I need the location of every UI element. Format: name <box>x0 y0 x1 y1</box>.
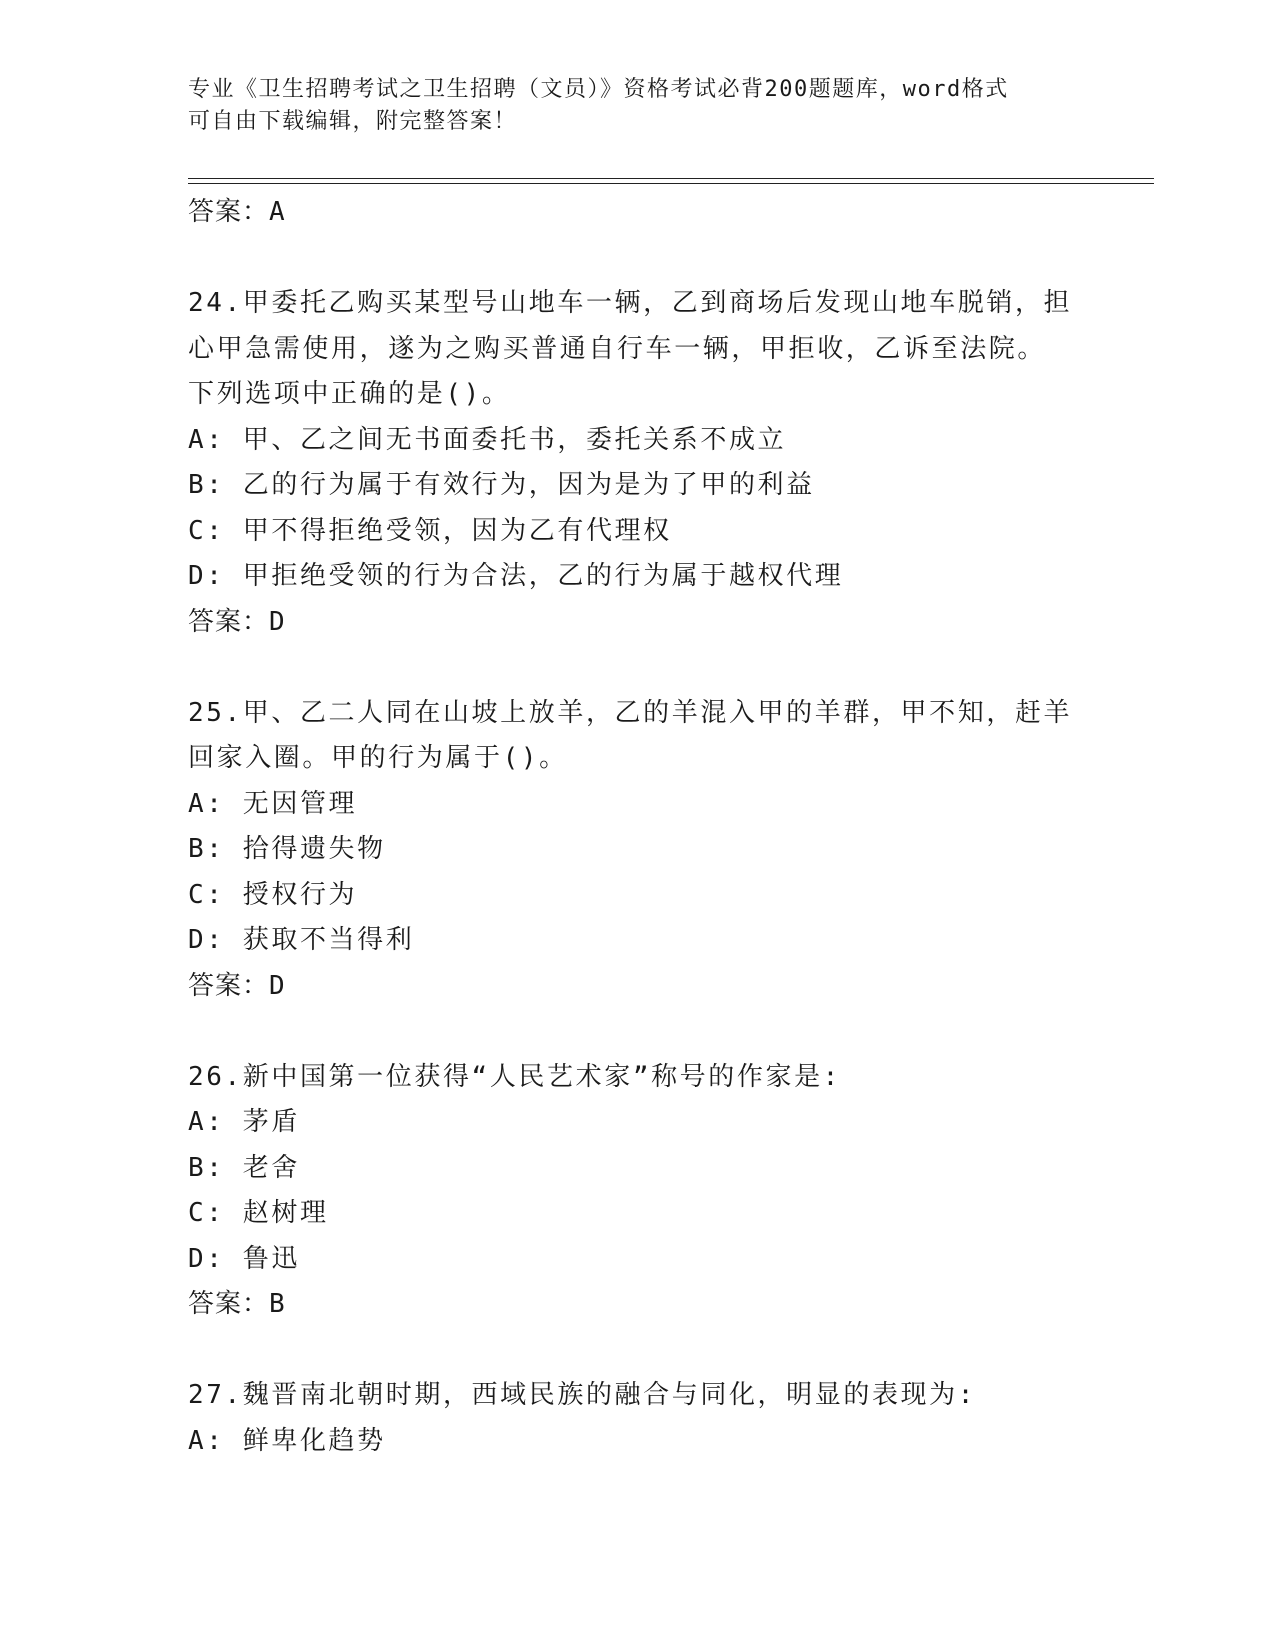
question-block <box>188 1373 1148 1464</box>
option-c: C: 甲不得拒绝受领，因为乙有代理权 <box>188 515 672 546</box>
answer-label: 答案： <box>188 606 270 637</box>
answer-label: 答案： <box>188 1289 270 1319</box>
spacer <box>188 645 1148 691</box>
question-text-line: 下列选项中正确的是()。 <box>188 379 511 409</box>
option-c: C: 授权行为 <box>188 879 358 910</box>
question-text-line: 26.新中国第一位获得“人民艺术家”称号的作家是: <box>188 1061 841 1092</box>
option-a: A: 甲、乙之间无书面委托书，委托关系不成立 <box>188 424 787 455</box>
option-b: B: 拾得遗失物 <box>188 834 386 864</box>
header-divider-bottom <box>188 183 1154 184</box>
question-text-line: 25.甲、乙二人同在山坡上放羊，乙的羊混入甲的羊群，甲不知，赶羊 <box>188 697 1073 728</box>
document-header <box>188 74 1088 138</box>
question-list <box>188 190 1148 1464</box>
answer-line <box>188 1282 1148 1328</box>
option-a: A: 鲜卑化趋势 <box>188 1425 386 1456</box>
answer-label: 答案： <box>188 970 270 1001</box>
spacer <box>188 1009 1148 1055</box>
option-d: D: 获取不当得利 <box>188 925 415 955</box>
answer-line <box>188 190 1148 236</box>
header-line-2: 可自由下载编辑，附完整答案！ <box>188 109 518 134</box>
header-divider-top <box>188 178 1154 179</box>
option-d: D: 鲁迅 <box>188 1243 300 1274</box>
answer-value: D <box>269 606 286 637</box>
answer-value: A <box>269 197 286 227</box>
header-line-1: 专业《卫生招聘考试之卫生招聘（文员）》资格考试必背200题题库，word格式 <box>188 77 1009 102</box>
answer-label: 答案： <box>188 197 270 227</box>
spacer <box>188 1328 1148 1374</box>
question-block <box>188 1055 1148 1328</box>
option-b: B: 乙的行为属于有效行为，因为是为了甲的利益 <box>188 470 815 500</box>
spacer <box>188 236 1148 282</box>
question-text-line: 心甲急需使用，遂为之购买普通自行车一辆，甲拒收，乙诉至法院。 <box>188 333 1047 364</box>
option-a: A: 茅盾 <box>188 1107 300 1137</box>
question-block <box>188 281 1148 645</box>
answer-value: B <box>269 1289 286 1319</box>
answer-value: D <box>269 970 286 1001</box>
question-text-line: 回家入圈。甲的行为属于()。 <box>188 743 568 773</box>
question-text-line: 24.甲委托乙购买某型号山地车一辆，乙到商场后发现山地车脱销，担 <box>188 288 1073 318</box>
answer-line <box>188 600 1148 646</box>
option-c: C: 赵树理 <box>188 1198 329 1228</box>
option-d: D: 甲拒绝受领的行为合法，乙的行为属于越权代理 <box>188 561 844 591</box>
question-text-line: 27.魏晋南北朝时期，西域民族的融合与同化，明显的表现为: <box>188 1380 977 1410</box>
option-a: A: 无因管理 <box>188 788 358 819</box>
option-b: B: 老舍 <box>188 1152 300 1183</box>
question-block <box>188 691 1148 1010</box>
answer-line <box>188 964 1148 1010</box>
